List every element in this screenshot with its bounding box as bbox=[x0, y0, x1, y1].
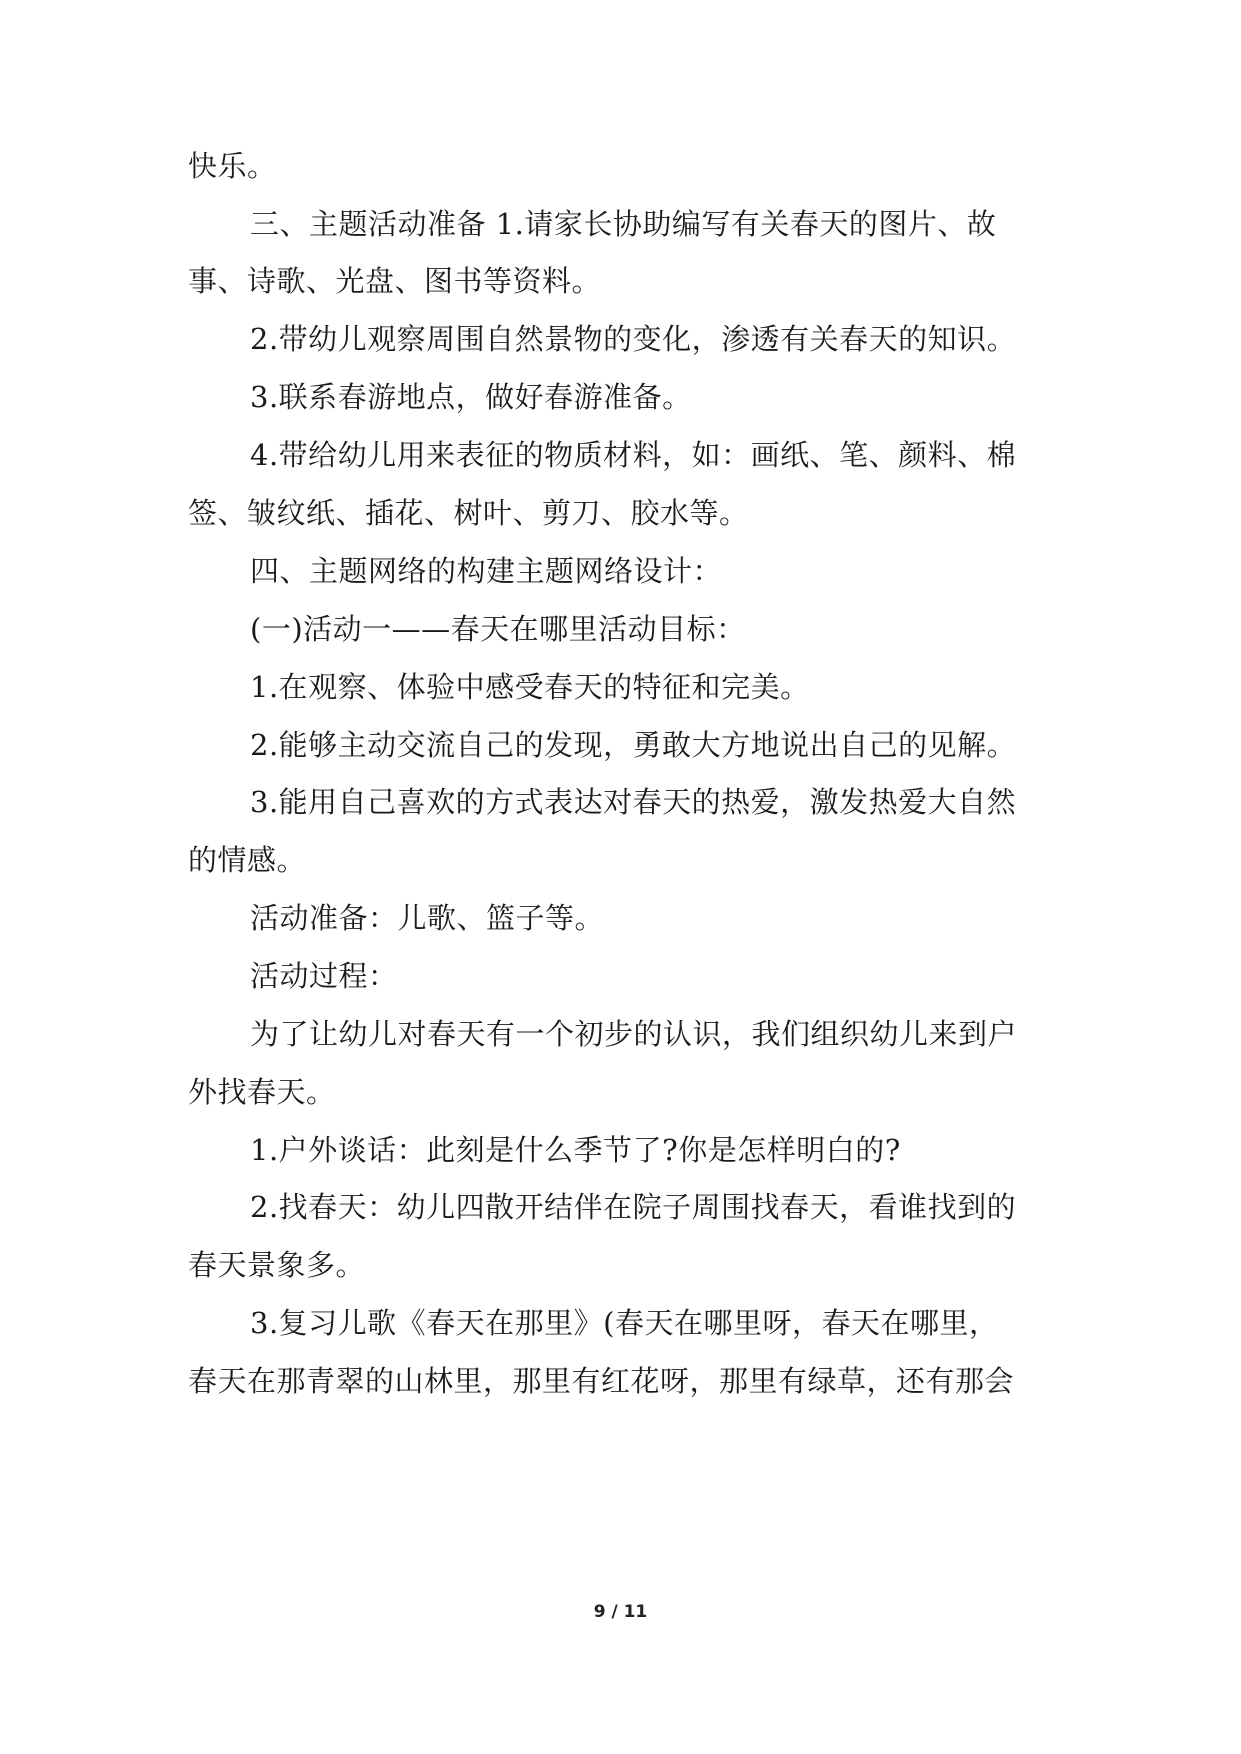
text-line: 三、主题活动准备 1.请家长协助编写有关春天的图片、故 bbox=[250, 207, 997, 241]
text-line: 活动准备：儿歌、篮子等。 bbox=[250, 901, 605, 935]
text-line: 的情感。 bbox=[188, 843, 307, 877]
text-line: 春天景象多。 bbox=[188, 1248, 366, 1282]
text-line: 签、皱纹纸、插花、树叶、剪刀、胶水等。 bbox=[188, 496, 749, 530]
text-line: 2.能够主动交流自己的发现，勇敢大方地说出自己的见解。 bbox=[250, 728, 1017, 762]
text-line: 2.带幼儿观察周围自然景物的变化，渗透有关春天的知识。 bbox=[250, 322, 1017, 356]
text-line: (一)活动一——春天在哪里活动目标： bbox=[250, 612, 746, 646]
text-line: 外找春天。 bbox=[188, 1075, 336, 1109]
text-line: 1.在观察、体验中感受春天的特征和完美。 bbox=[250, 670, 810, 704]
text-line: 4.带给幼儿用来表征的物质材料，如：画纸、笔、颜料、棉 bbox=[250, 438, 1017, 472]
text-line: 3.联系春游地点，做好春游准备。 bbox=[250, 380, 692, 414]
text-line: 四、主题网络的构建主题网络设计： bbox=[250, 554, 723, 588]
text-line: 3.复习儿歌《春天在那里》(春天在哪里呀，春天在哪里， bbox=[250, 1306, 999, 1340]
text-line: 为了让幼儿对春天有一个初步的认识，我们组织幼儿来到户 bbox=[250, 1017, 1018, 1051]
text-line: 2.找春天：幼儿四散开结伴在院子周围找春天，看谁找到的 bbox=[250, 1190, 1017, 1224]
text-line: 事、诗歌、光盘、图书等资料。 bbox=[188, 264, 602, 298]
text-line: 3.能用自己喜欢的方式表达对春天的热爱，激发热爱大自然 bbox=[250, 785, 1017, 819]
text-line: 春天在那青翠的山林里，那里有红花呀，那里有绿草，还有那会 bbox=[188, 1364, 1015, 1398]
page-number: 9 / 11 bbox=[593, 1602, 648, 1622]
text-line: 1.户外谈话：此刻是什么季节了?你是怎样明白的? bbox=[250, 1133, 901, 1167]
text-line: 快乐。 bbox=[188, 149, 277, 183]
text-line: 活动过程： bbox=[250, 959, 398, 993]
